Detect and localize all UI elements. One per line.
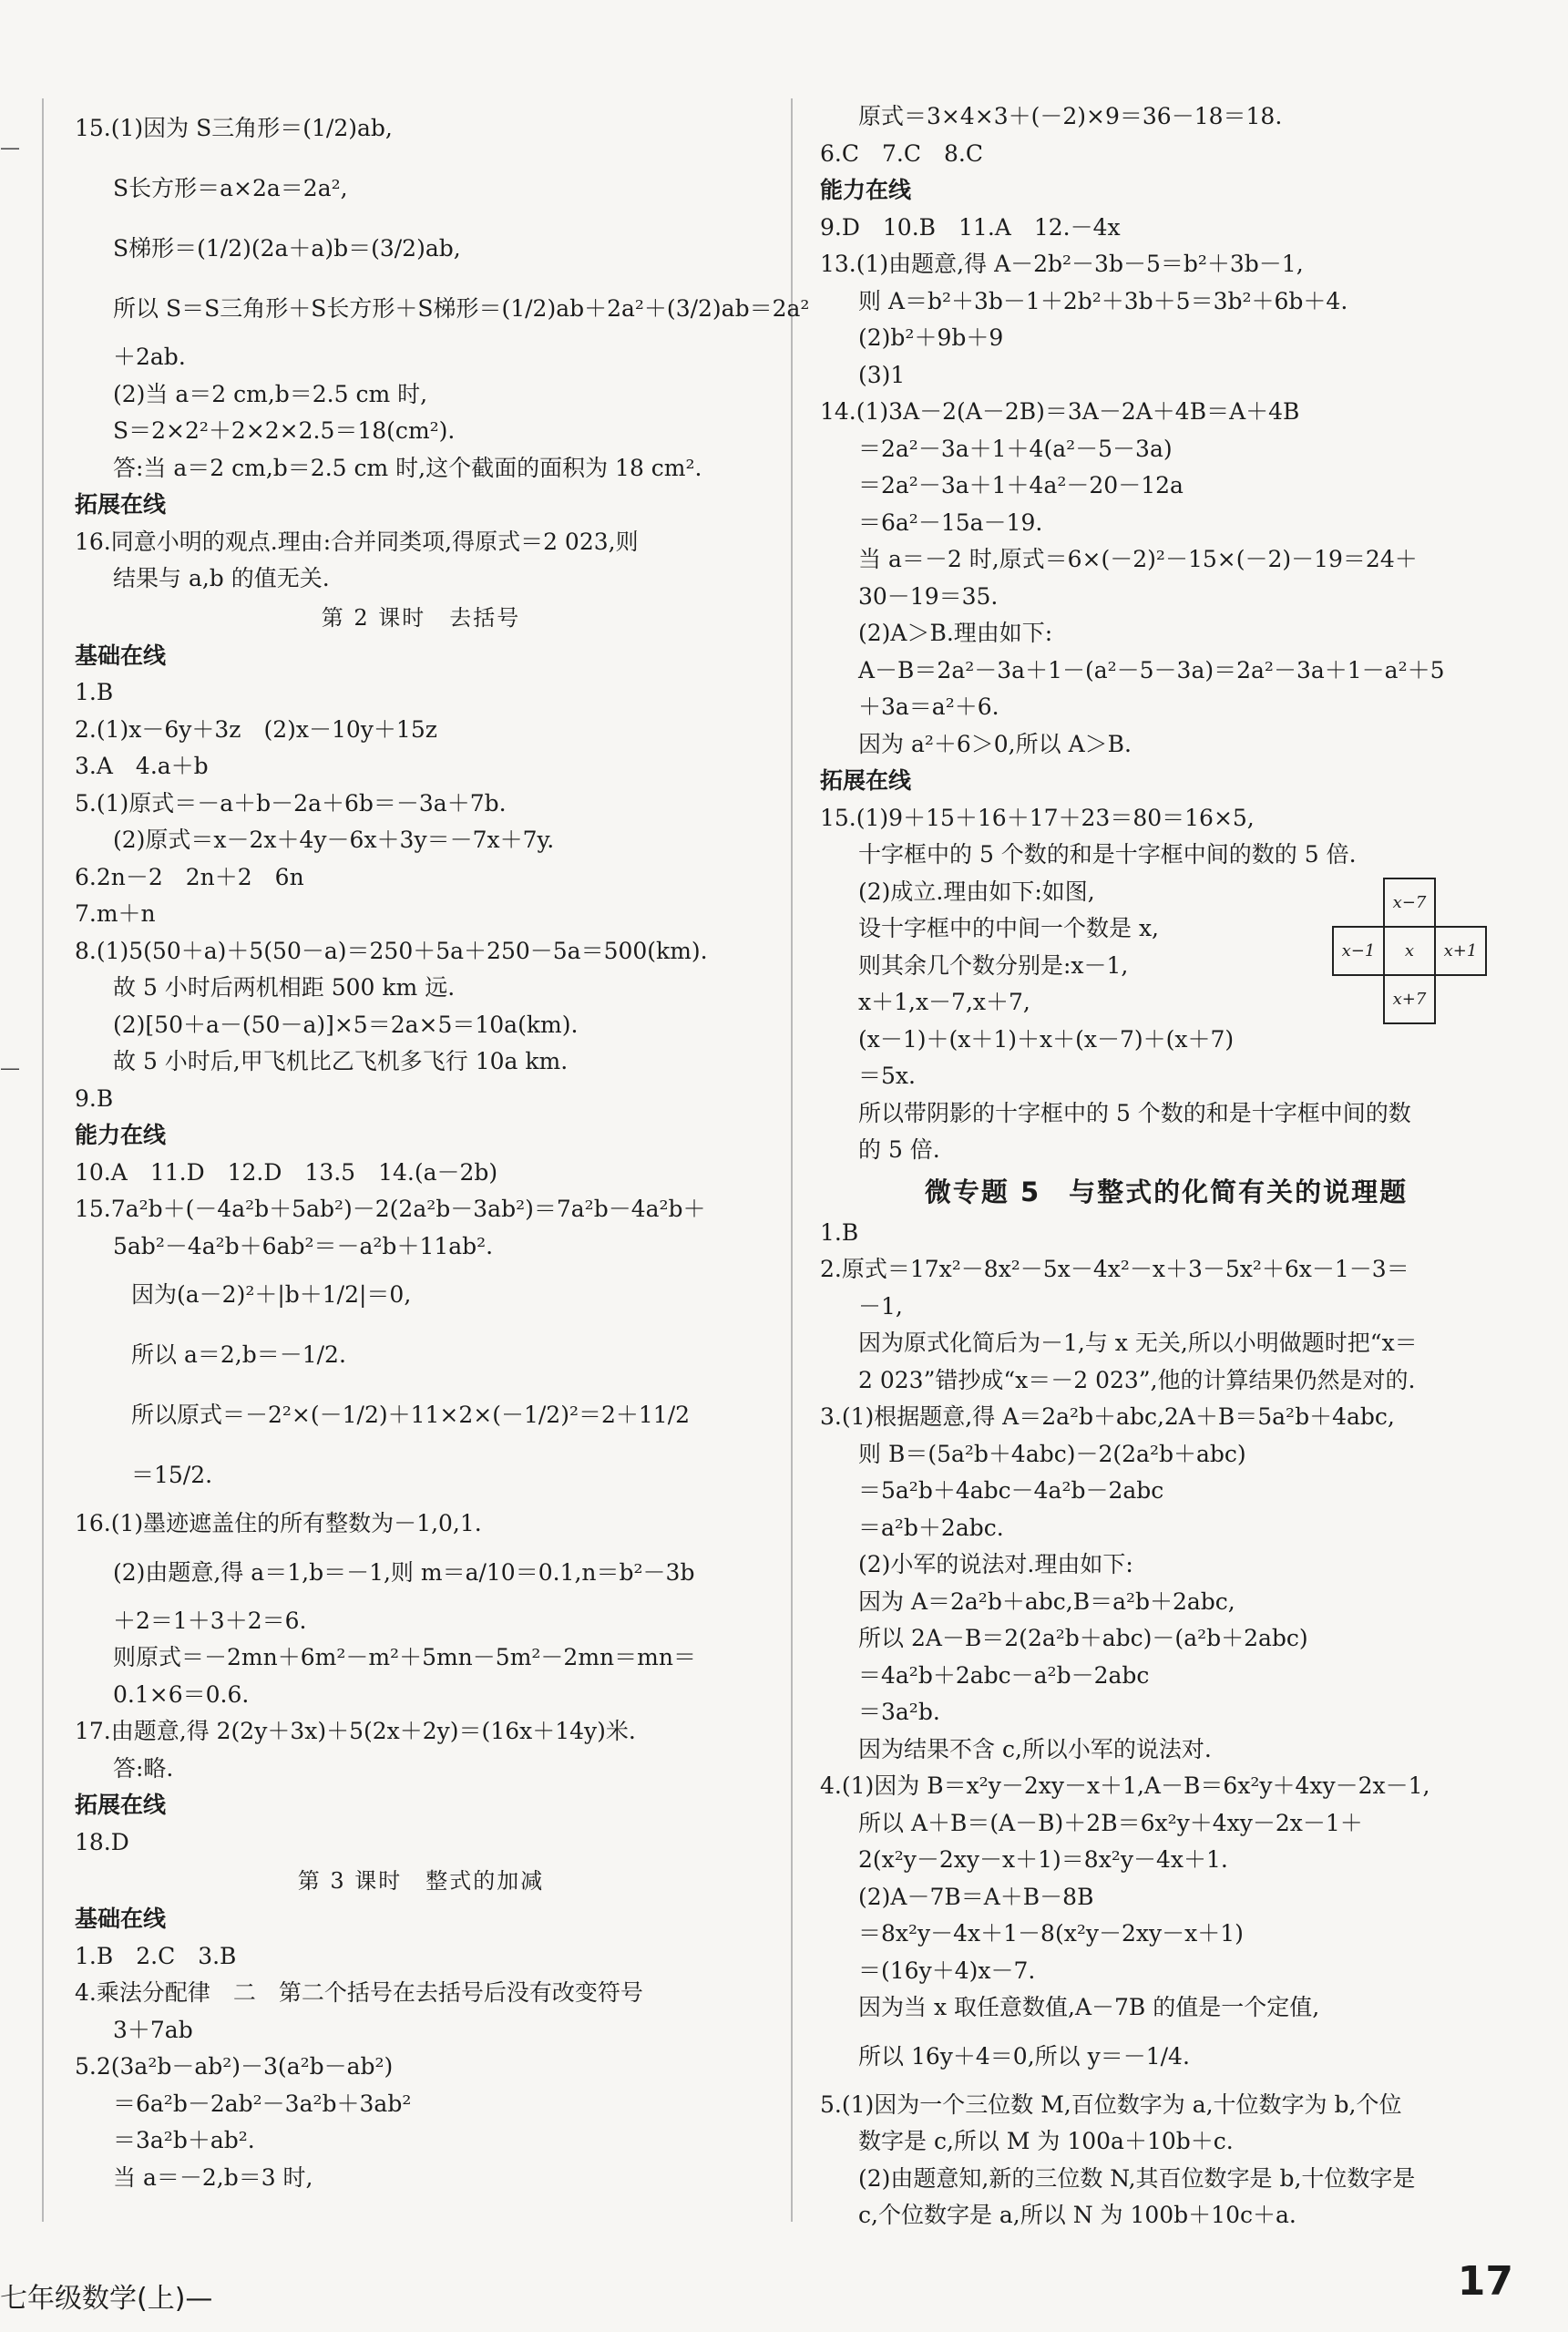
left-answer-line: 15.7a²b＋(－4a²b＋5ab²)－2(2a²b－3ab²)＝7a²b－4a²b＋ <box>75 1196 706 1222</box>
right-answer-line: (3)1 <box>858 361 906 388</box>
right-answer-line: ＝8x²y－4x＋1－8(x²y－2xy－x＋1) <box>858 1920 1244 1947</box>
right-answer-line: 当 a＝－2 时,原式＝6×(－2)²－15×(－2)－19＝24＋ <box>858 546 1418 572</box>
right-answer-line: 因为当 x 取任意数值,A－7B 的值是一个定值, <box>858 1994 1320 2020</box>
left-answer-line: 3.A 4.a＋b <box>75 753 209 779</box>
left-answer-line: 1.B 2.C 3.B <box>75 1942 237 1969</box>
left-answer-line: 5ab²－4a²b＋6ab²＝－a²b＋11ab². <box>113 1232 494 1259</box>
right-answer-line: x＋1,x－7,x＋7, <box>858 989 1030 1015</box>
left-answer-line: S＝2×2²＋2×2×2.5＝18(cm²). <box>113 417 456 444</box>
left-answer-line: 7.m＋n <box>75 900 156 927</box>
left-answer-line: 6.2n－2 2n＋2 6n <box>75 863 304 890</box>
right-answer-line: ＝5a²b＋4abc－4a²b－2abc <box>858 1477 1164 1504</box>
left-section-heading: 拓展在线 <box>75 491 167 518</box>
left-answer-line: ＝3a²b＋ab². <box>113 2127 255 2153</box>
left-section-heading: 基础在线 <box>75 642 167 669</box>
right-answer-line: 6.C 7.C 8.C <box>820 139 983 167</box>
left-answer-line: S梯形＝(1/2)(2a＋a)b＝(3/2)ab, <box>113 235 461 262</box>
left-answer-line: 4.乘法分配律 二 第二个括号在去括号后没有改变符号 <box>75 1979 643 2006</box>
left-answer-line: ＋2＝1＋3＋2＝6. <box>113 1607 307 1634</box>
left-answer-line: 所以原式＝－2²×(－1/2)＋11×2×(－1/2)²＝2＋11/2 <box>131 1402 691 1428</box>
left-answer-line: (2)原式＝x－2x＋4y－6x＋3y＝－7x＋7y. <box>113 827 555 853</box>
right-answer-line: A－B＝2a²－3a＋1－(a²－5－3a)＝2a²－3a＋1－a²＋5 <box>858 656 1445 683</box>
right-answer-line: 3.(1)根据题意,得 A＝2a²b＋abc,2A＋B＝5a²b＋4abc, <box>820 1403 1395 1430</box>
left-column <box>75 98 810 2196</box>
left-answer-line: 3＋7ab <box>113 2016 193 2043</box>
left-answer-line: (2)由题意,得 a＝1,b＝－1,则 m＝a/10＝0.1,n＝b²－3b <box>113 1558 695 1586</box>
right-answer-line: 因为原式化简后为－1,与 x 无关,所以小明做题时把“x＝ <box>858 1330 1418 1356</box>
cross-cell-top: x−7 <box>1383 878 1436 928</box>
left-answer-line: 18.D <box>75 1828 129 1855</box>
left-answer-line: S长方形＝a×2a＝2a², <box>113 175 348 201</box>
right-answer-line: 所以带阴影的十字框中的 5 个数的和是十字框中间的数 <box>858 1099 1411 1126</box>
right-answer-line: c,个位数字是 a,所以 N 为 100b＋10c＋a. <box>858 2202 1296 2228</box>
right-answer-line: 因为结果不含 c,所以小军的说法对. <box>858 1735 1212 1762</box>
right-answer-line: 原式＝3×4×3＋(－2)×9＝36－18＝18. <box>858 103 1283 129</box>
right-answer-line: 则 B＝(5a²b＋4abc)－2(2a²b＋abc) <box>858 1440 1246 1467</box>
left-answer-line: 当 a＝－2,b＝3 时, <box>113 2163 313 2191</box>
right-answer-line: 14.(1)3A－2(A－2B)＝3A－2A＋4B＝A＋4B <box>820 398 1300 425</box>
right-answer-line: 设十字框中的中间一个数是 x, <box>858 915 1159 941</box>
edge-mark: — <box>0 137 20 159</box>
right-answer-line: (2)A＞B.理由如下: <box>858 620 1053 646</box>
right-answer-line: ＝2a²－3a＋1＋4a²－20－12a <box>858 472 1184 498</box>
left-section-heading: 拓展在线 <box>75 1792 167 1818</box>
cross-cell-left: x−1 <box>1332 926 1385 976</box>
left-answer-line: ＝15/2. <box>131 1462 213 1488</box>
left-column-rule <box>42 98 44 2222</box>
left-answer-line: 16.同意小明的观点.理由:合并同类项,得原式＝2 023,则 <box>75 528 639 555</box>
left-lesson-title: 第 2 课时 去括号 <box>321 604 521 631</box>
center-column-rule <box>791 98 793 2222</box>
left-answer-line: 5.2(3a²b－ab²)－3(a²b－ab²) <box>75 2053 394 2080</box>
right-section-heading: 能力在线 <box>820 177 912 203</box>
right-answer-line: 2.原式＝17x²－8x²－5x－4x²－x＋3－5x²＋6x－1－3＝ <box>820 1256 1409 1282</box>
left-answer-line: (2)当 a＝2 cm,b＝2.5 cm 时, <box>113 380 428 407</box>
left-answer-line: 答:略. <box>113 1754 174 1782</box>
cross-cell-bottom: x+7 <box>1383 974 1436 1024</box>
right-answer-line: 数字是 c,所以 M 为 100a＋10b＋c. <box>858 2128 1234 2154</box>
right-answer-line: 1.B <box>820 1218 859 1246</box>
right-answer-line: (2)小军的说法对.理由如下: <box>858 1551 1133 1577</box>
right-answer-line: 13.(1)由题意,得 A－2b²－3b－5＝b²＋3b－1, <box>820 251 1304 277</box>
right-answer-line: 所以 A＋B＝(A－B)＋2B＝6x²y＋4xy－2x－1＋ <box>858 1809 1363 1836</box>
cross-cell-right: x+1 <box>1434 926 1487 976</box>
left-answer-line: 10.A 11.D 12.D 13.5 14.(a－2b) <box>75 1158 498 1186</box>
right-answer-line: (2)A－7B＝A＋B－8B <box>858 1883 1094 1910</box>
left-lesson-title: 第 3 课时 整式的加减 <box>297 1868 545 1894</box>
right-answer-line: 的 5 倍. <box>858 1136 940 1163</box>
right-answer-line: ＝(16y＋4)x－7. <box>858 1957 1036 1984</box>
left-answer-line: 因为(a－2)²＋|b＋1/2|＝0, <box>131 1281 412 1308</box>
right-answer-line: 15.(1)9＋15＋16＋17＋23＝80＝16×5, <box>820 804 1255 831</box>
right-answer-line: ＝5x. <box>858 1063 916 1089</box>
right-answer-line: 因为 A＝2a²b＋abc,B＝a²b＋2abc, <box>858 1587 1235 1615</box>
page-number: 17 <box>1457 2258 1513 2305</box>
right-answer-line: 因为 a²＋6＞0,所以 A＞B. <box>858 730 1132 757</box>
right-answer-line: 十字框中的 5 个数的和是十字框中间的数的 5 倍. <box>858 841 1357 868</box>
left-answer-line: ＋2ab. <box>113 344 186 370</box>
right-answer-line: 9.D 10.B 11.A 12.－4x <box>820 213 1121 241</box>
right-answer-line: ＝4a²b＋2abc－a²b－2abc <box>858 1661 1150 1689</box>
left-answer-line: 所以 S＝S三角形＋S长方形＋S梯形＝(1/2)ab＋2a²＋(3/2)ab＝2a² <box>113 295 810 322</box>
right-answer-line: ＝3a²b. <box>858 1699 940 1725</box>
left-answer-line: 故 5 小时后两机相距 500 km 远. <box>113 974 456 1001</box>
right-topic-title: 微专题 5 与整式的化简有关的说理题 <box>924 1176 1409 1207</box>
edge-mark: — <box>0 1057 20 1080</box>
right-answer-line: 则 A＝b²＋3b－1＋2b²＋3b＋5＝3b²＋6b＋4. <box>858 287 1348 314</box>
right-answer-line: (x－1)＋(x＋1)＋x＋(x－7)＋(x＋7) <box>858 1025 1235 1053</box>
left-answer-line: 5.(1)原式＝－a＋b－2a＋6b＝－3a＋7b. <box>75 789 507 817</box>
left-answer-line: ＝6a²b－2ab²－3a²b＋3ab² <box>113 2090 412 2117</box>
left-answer-line: 8.(1)5(50＋a)＋5(50－a)＝250＋5a＋250－5a＝500(km). <box>75 937 708 964</box>
right-answer-line: 则其余几个数分别是:x－1, <box>858 951 1129 979</box>
right-answer-line: 所以 2A－B＝2(2a²b＋abc)－(a²b＋2abc) <box>858 1625 1308 1651</box>
left-answer-line: 故 5 小时后,甲飞机比乙飞机多飞行 10a km. <box>113 1048 569 1074</box>
right-column <box>820 98 1512 2234</box>
right-answer-line: (2)b²＋9b＋9 <box>858 324 1004 351</box>
left-answer-line: 9.B <box>75 1084 114 1112</box>
left-section-heading: 能力在线 <box>75 1122 167 1148</box>
right-answer-line: 2 023”错抄成“x＝－2 023”,他的计算结果仍然是对的. <box>858 1366 1416 1393</box>
left-answer-line: (2)[50＋a－(50－a)]×5＝2a×5＝10a(km). <box>113 1011 579 1038</box>
right-answer-line: －1, <box>858 1292 903 1320</box>
left-answer-line: 结果与 a,b 的值无关. <box>113 565 330 591</box>
right-answer-line: 4.(1)因为 B＝x²y－2xy－x＋1,A－B＝6x²y＋4xy－2x－1, <box>820 1772 1430 1799</box>
left-answer-line: 0.1×6＝0.6. <box>113 1680 250 1708</box>
right-answer-line: ＝6a²－15a－19. <box>858 509 1043 536</box>
right-answer-line: ＝a²b＋2abc. <box>858 1514 1004 1541</box>
right-answer-line: (2)成立.理由如下:如图, <box>858 878 1095 905</box>
right-answer-line: (2)由题意知,新的三位数 N,其百位数字是 b,十位数字是 <box>858 2164 1416 2192</box>
left-section-heading: 基础在线 <box>75 1906 167 1932</box>
right-answer-line: ＝2a²－3a＋1＋4(a²－5－3a) <box>858 435 1173 462</box>
left-answer-line: 答:当 a＝2 cm,b＝2.5 cm 时,这个截面的面积为 18 cm². <box>113 454 702 481</box>
left-answer-line: 则原式＝－2mn＋6m²－m²＋5mn－5m²－2mn＝mn＝ <box>113 1644 696 1670</box>
left-answer-line: 1.B <box>75 679 114 705</box>
right-answer-line: 2(x²y－2xy－x＋1)＝8x²y－4x＋1. <box>858 1846 1228 1873</box>
right-section-heading: 拓展在线 <box>820 767 912 794</box>
left-answer-line: 16.(1)墨迹遮盖住的所有整数为－1,0,1. <box>75 1510 482 1536</box>
right-answer-line: ＋3a＝a²＋6. <box>858 693 999 720</box>
right-answer-line: 所以 16y＋4＝0,所以 y＝－1/4. <box>858 2042 1190 2070</box>
left-answer-line: 15.(1)因为 S三角形＝(1/2)ab, <box>75 115 393 141</box>
right-answer-line: 30－19＝35. <box>858 582 999 610</box>
right-answer-line: 5.(1)因为一个三位数 M,百位数字为 a,十位数字为 b,个位 <box>820 2091 1402 2118</box>
cross-cell-center: x <box>1383 926 1436 976</box>
left-answer-line: 所以 a＝2,b＝－1/2. <box>131 1341 346 1368</box>
left-answer-line: 17.由题意,得 2(2y＋3x)＋5(2x＋2y)＝(16x＋14y)米. <box>75 1718 636 1744</box>
footer-grade-label: 七年级数学(上)— <box>0 2283 213 2315</box>
left-answer-line: 2.(1)x－6y＋3z (2)x－10y＋15z <box>75 715 437 743</box>
